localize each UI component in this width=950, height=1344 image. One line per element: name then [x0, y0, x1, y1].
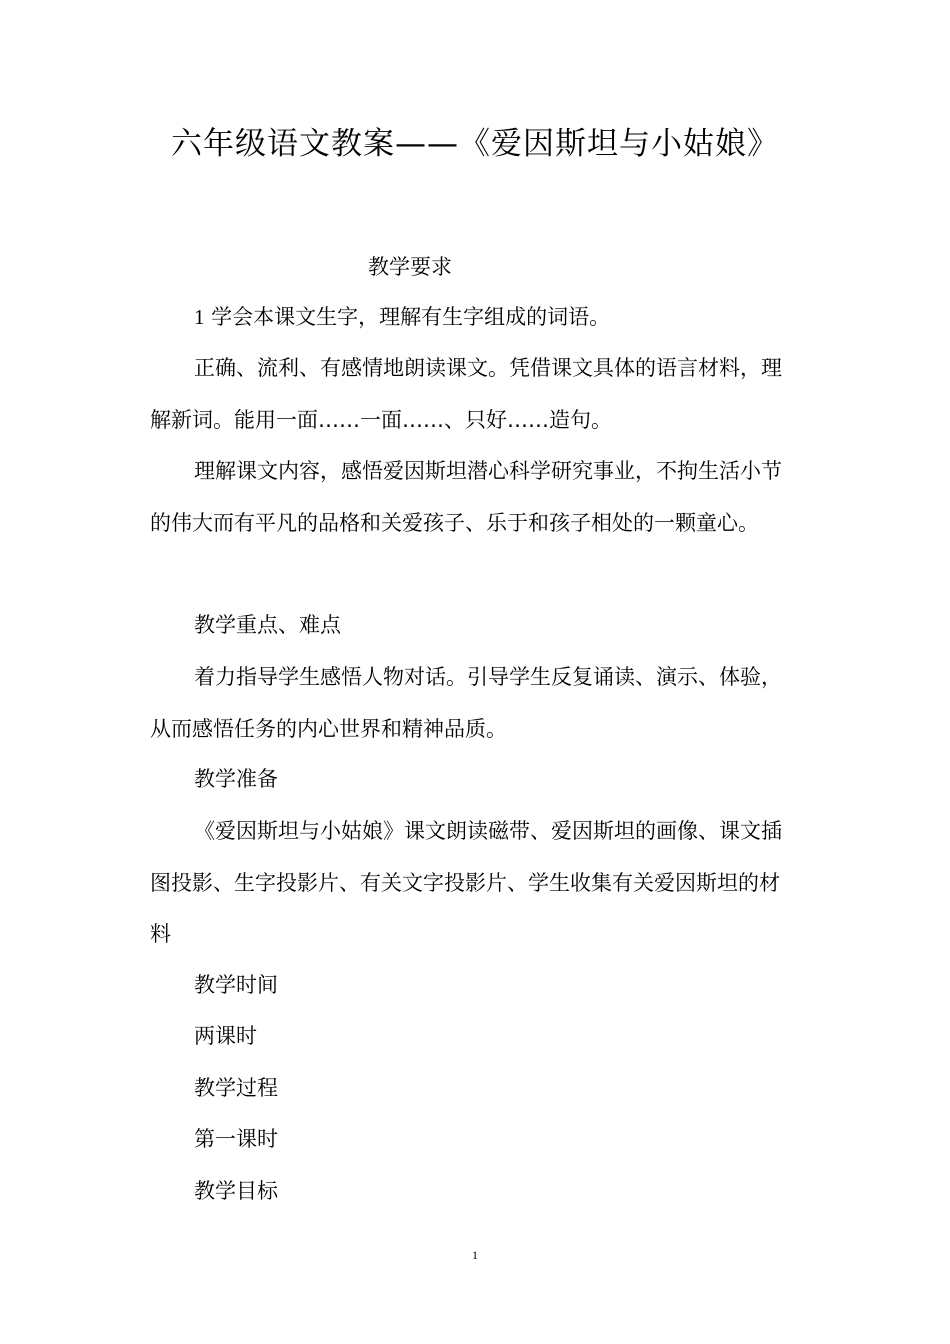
section-heading-time: 教学时间 [194, 973, 278, 997]
section-heading-process: 教学过程 [194, 1076, 278, 1100]
time-paragraph: 两课时 [194, 1024, 257, 1048]
requirement-item-1-number: 1 [194, 305, 205, 329]
preparation-paragraph: 《爱因斯坦与小姑娘》课文朗读磁带、爱因斯坦的画像、课文插图投影、生字投影片、有关文字投影片、学生收集有关爱因斯坦的材料 [150, 819, 782, 946]
key-points-paragraph: 着力指导学生感悟人物对话。引导学生反复诵读、演示、体验，从而感悟任务的内心世界和精神品质。 [150, 665, 782, 741]
requirement-item-1-text: 学会本课文生字，理解有生字组成的词语。 [204, 305, 611, 329]
first-lesson-heading: 第一课时 [194, 1127, 278, 1151]
section-heading-objectives: 教学目标 [194, 1179, 278, 1203]
page-number: 1 [472, 1248, 478, 1262]
requirement-item-1 [150, 292, 800, 344]
section-heading-key-points: 教学重点、难点 [194, 613, 341, 637]
document-title: 六年级语文教案——《爱因斯坦与小姑娘》 [171, 126, 779, 162]
section-heading-requirements: 教学要求 [368, 255, 452, 279]
requirement-item-2: 正确、流利、有感情地朗读课文。凭借课文具体的语言材料，理解新词。能用一面……一面……、只好……造句。 [150, 356, 782, 432]
section-heading-preparation: 教学准备 [194, 767, 278, 791]
requirement-item-3: 理解课文内容，感悟爱因斯坦潜心科学研究事业，不拘生活小节的伟大而有平凡的品格和关爱孩子、乐于和孩子相处的一颗童心。 [150, 459, 782, 535]
